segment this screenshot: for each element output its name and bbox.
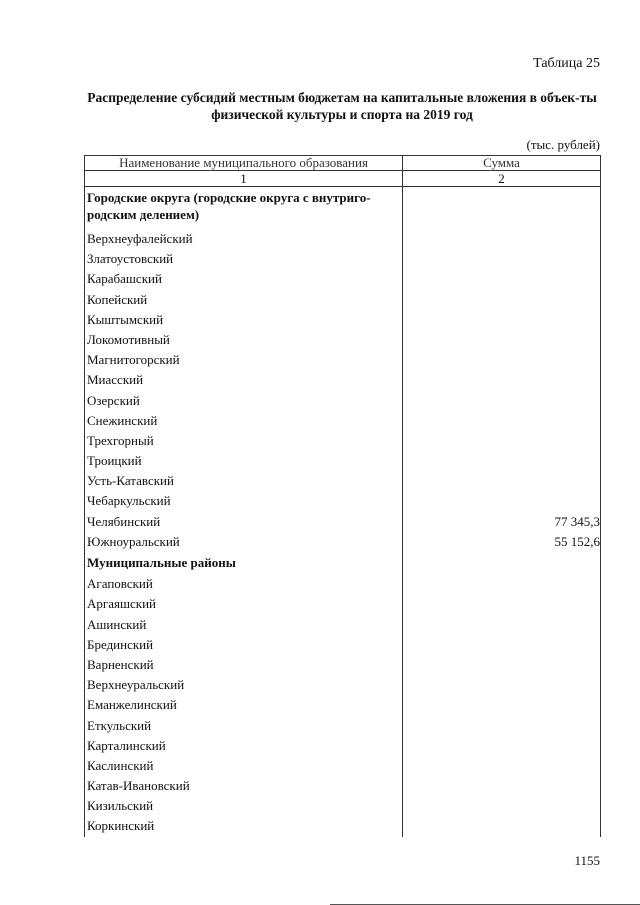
municipality-name: Копейский	[85, 290, 403, 310]
table-row	[85, 675, 601, 695]
sum-value: 55 152,6	[403, 532, 601, 552]
sum-value	[403, 451, 601, 471]
municipality-name: Магнитогорский	[85, 350, 403, 370]
municipality-name: Верхнеуфалейский	[85, 229, 403, 249]
sum-value	[403, 552, 601, 574]
municipality-name: Карталинский	[85, 736, 403, 756]
municipality-name: Ашинский	[85, 615, 403, 635]
sum-value	[403, 615, 601, 635]
sum-value	[403, 635, 601, 655]
sum-value	[403, 816, 601, 836]
sum-value	[403, 431, 601, 451]
table-row	[85, 736, 601, 756]
sum-value	[403, 249, 601, 269]
table-row	[85, 290, 601, 310]
sum-value	[403, 491, 601, 511]
municipality-name: Варненский	[85, 655, 403, 675]
table-row	[85, 330, 601, 350]
municipality-name: Златоустовский	[85, 249, 403, 269]
municipality-name: Кыштымский	[85, 310, 403, 330]
municipality-name: Троицкий	[85, 451, 403, 471]
sum-value	[403, 269, 601, 289]
table-row	[85, 776, 601, 796]
table-row	[85, 269, 601, 289]
sum-value	[403, 310, 601, 330]
table-row	[85, 391, 601, 411]
table-row	[85, 796, 601, 816]
municipality-name: Еманжелинский	[85, 695, 403, 715]
table-row	[85, 716, 601, 736]
table-row	[85, 350, 601, 370]
sum-value	[403, 655, 601, 675]
units-label: (тыс. рублей)	[526, 137, 600, 152]
table-row	[85, 187, 601, 230]
municipality-name: Аргаяшский	[85, 594, 403, 614]
sum-value	[403, 736, 601, 756]
municipality-name: Челябинский	[85, 512, 403, 532]
municipality-name: Южноуральский	[85, 532, 403, 552]
table-row	[85, 451, 601, 471]
column-number-2: 2	[403, 171, 601, 187]
municipality-name: Локомотивный	[85, 330, 403, 350]
table-row	[85, 310, 601, 330]
municipality-name: Городские округа (городские округа с внутриго-родским делением)	[85, 187, 403, 230]
municipality-name: Брединский	[85, 635, 403, 655]
sum-value: 77 345,3	[403, 512, 601, 532]
sum-value	[403, 187, 601, 230]
sum-value	[403, 756, 601, 776]
table-row	[85, 695, 601, 715]
table-row	[85, 471, 601, 491]
page-number: 1155	[574, 853, 600, 868]
municipality-name: Миасский	[85, 370, 403, 390]
sum-value	[403, 675, 601, 695]
sum-value	[403, 574, 601, 594]
municipality-name: Кизильский	[85, 796, 403, 816]
sum-value	[403, 796, 601, 816]
sum-value	[403, 594, 601, 614]
table-row	[85, 635, 601, 655]
table-row	[85, 491, 601, 511]
municipality-name: Чебаркульский	[85, 491, 403, 511]
municipality-name: Катав-Ивановский	[85, 776, 403, 796]
subsidy-table	[84, 155, 601, 837]
sum-value	[403, 330, 601, 350]
column-number-1: 1	[85, 171, 403, 187]
sum-value	[403, 716, 601, 736]
municipality-name: Еткульский	[85, 716, 403, 736]
municipality-name: Снежинский	[85, 411, 403, 431]
municipality-name: Муниципальные районы	[85, 552, 403, 574]
table-row	[85, 370, 601, 390]
column-number-row	[85, 171, 601, 187]
municipality-name: Карабашский	[85, 269, 403, 289]
sum-value	[403, 350, 601, 370]
table-row	[85, 249, 601, 269]
table-row	[85, 552, 601, 574]
table-row	[85, 229, 601, 249]
sum-value	[403, 471, 601, 491]
table-row	[85, 615, 601, 635]
sum-value	[403, 370, 601, 390]
sum-value	[403, 391, 601, 411]
municipality-name: Каслинский	[85, 756, 403, 776]
table-label: Таблица 25	[533, 56, 600, 71]
table-header-row	[85, 156, 601, 171]
column-header-sum: Сумма	[403, 156, 601, 171]
sum-value	[403, 776, 601, 796]
municipality-name: Трехгорный	[85, 431, 403, 451]
table-row	[85, 512, 601, 532]
municipality-name: Усть-Катавский	[85, 471, 403, 491]
sum-value	[403, 411, 601, 431]
table-row	[85, 411, 601, 431]
table-row	[85, 756, 601, 776]
sum-value	[403, 229, 601, 249]
column-header-name: Наименование муниципального образования	[85, 156, 403, 171]
sum-value	[403, 695, 601, 715]
table-row	[85, 574, 601, 594]
document-title: Распределение субсидий местным бюджетам на капитальные вложения в объек-ты физической культуры и спорта на 2019 год	[87, 90, 597, 122]
table-row	[85, 532, 601, 552]
sum-value	[403, 290, 601, 310]
table-row	[85, 816, 601, 836]
table-row	[85, 431, 601, 451]
municipality-name: Озерский	[85, 391, 403, 411]
municipality-name: Верхнеуральский	[85, 675, 403, 695]
table-row	[85, 655, 601, 675]
municipality-name: Коркинский	[85, 816, 403, 836]
municipality-name: Агаповский	[85, 574, 403, 594]
table-row	[85, 594, 601, 614]
